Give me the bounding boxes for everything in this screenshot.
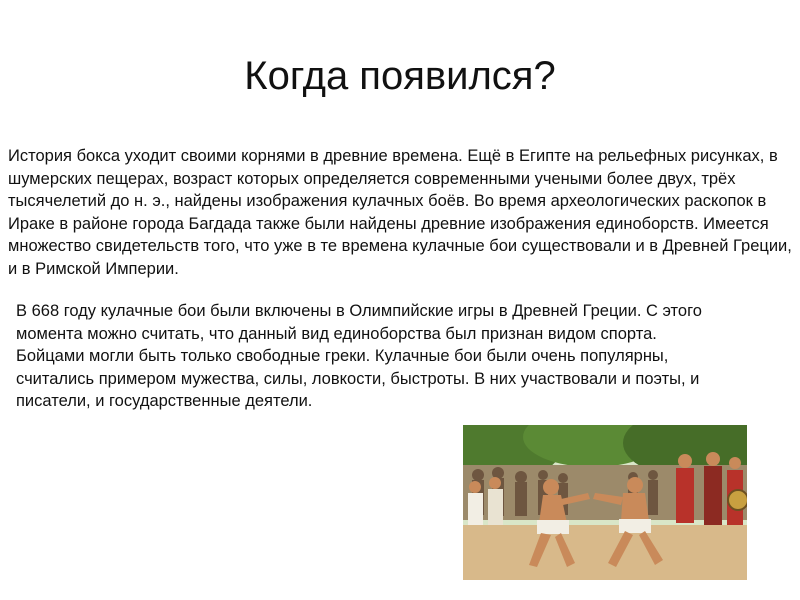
history-paragraph: История бокса уходит своими корнями в древние времена. Ещё в Египте на рельефных рисунках, в шумерских пещерах, возраст которых определяется современными учеными более двух, трёх тысячелетий до н. э., найдены изображения кулачных боёв. Во время археологических раскопок в Ираке в районе города Багдада также были найдены древние изображения единоборств. Имеется множество свидетельств того, что уже в те времена кулачные бои существовали и в Древней Греции, и в Римской Империи.: [8, 147, 792, 278]
slide-title: Когда появился?: [244, 54, 556, 98]
ancient-fistfight-illustration: [463, 425, 747, 580]
olympics-paragraph: В 668 году кулачные бои были включены в Олимпийские игры в Древней Греции. С этого момента можно считать, что данный вид единоборства был признан видом спорта. Бойцами могли быть только свободные греки. Кулачные бои были очень популярны, считались примером мужества, силы, ловкости, быстроты. В них участвовали и поэты, и писатели, и государственные деятели.: [16, 302, 702, 410]
